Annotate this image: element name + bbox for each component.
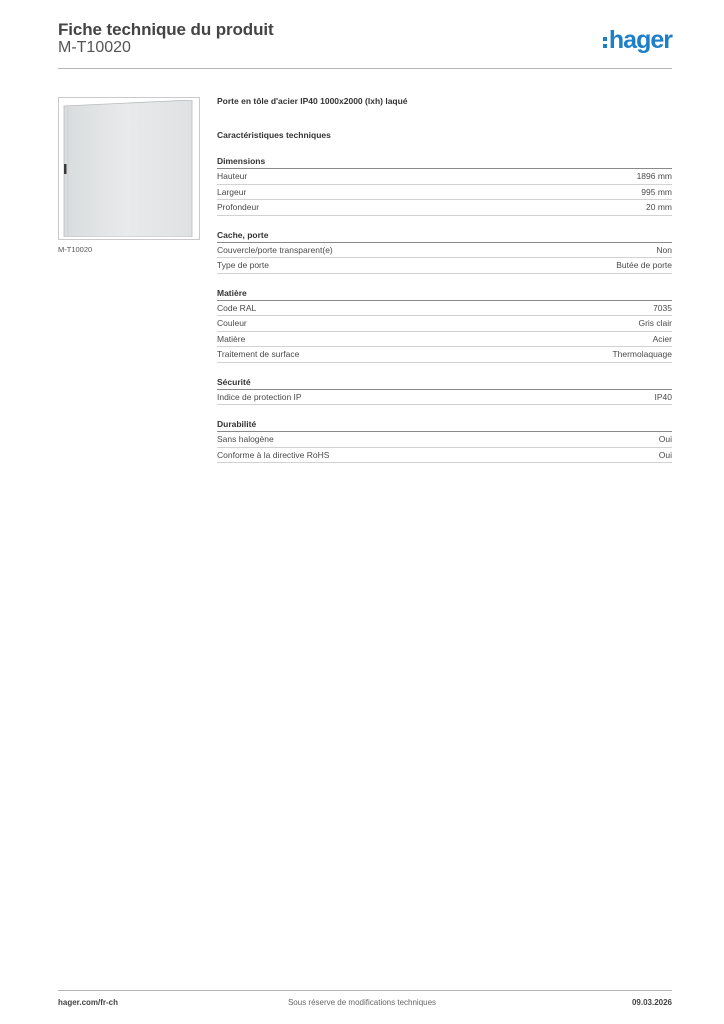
spec-value: Thermolaquage: [612, 349, 672, 359]
spec-label: Couvercle/porte transparent(e): [217, 244, 333, 255]
spec-label: Matière: [217, 333, 246, 344]
header-divider: [58, 68, 672, 69]
spec-sections: [217, 156, 672, 463]
logo-text: hager: [608, 26, 672, 54]
spec-value: 995 mm: [641, 186, 672, 197]
section-title: Matière: [217, 288, 672, 301]
image-caption: M-T10020: [58, 245, 93, 254]
page-title: Fiche technique du produit: [58, 20, 274, 39]
spec-row: [217, 347, 672, 363]
hager-logo: [603, 28, 672, 53]
logo-dots-icon: [603, 37, 607, 48]
spec-row: [217, 243, 672, 259]
spec-value: IP40: [654, 391, 672, 402]
spec-content: [217, 96, 672, 463]
spec-row: [217, 200, 672, 216]
spec-row: [217, 448, 672, 464]
product-image: [58, 97, 200, 240]
spec-label: Largeur: [217, 186, 247, 197]
tech-specs-heading: Caractéristiques techniques: [217, 130, 331, 140]
spec-label: Type de porte: [217, 260, 269, 270]
section-title: Cache, porte: [217, 230, 672, 243]
spec-value: 7035: [653, 302, 672, 313]
spec-label: Couleur: [217, 318, 247, 328]
spec-row: [217, 432, 672, 448]
spec-row: [217, 185, 672, 201]
spec-value: Non: [656, 244, 672, 255]
footer-website: hager.com/fr-ch: [58, 998, 119, 1007]
spec-row: [217, 169, 672, 185]
footer-notice: Sous réserve de modifications techniques: [287, 998, 437, 1007]
door-panel-icon: [62, 100, 194, 237]
spec-label: Conforme à la directive RoHS: [217, 449, 330, 460]
spec-label: Hauteur: [217, 171, 248, 181]
section-title: Dimensions: [217, 156, 672, 169]
spec-value: 20 mm: [646, 202, 672, 212]
product-description: Porte en tôle d'acier IP40 1000x2000 (lxh) laqué: [217, 96, 408, 106]
spec-label: Profondeur: [217, 202, 260, 212]
section-title: Sécurité: [217, 377, 672, 390]
footer-date: 09.03.2026: [631, 998, 672, 1007]
spec-value: Oui: [658, 434, 672, 444]
section-title: Durabilité: [217, 419, 672, 432]
spec-value: Oui: [658, 449, 672, 460]
spec-value: Butée de porte: [616, 260, 672, 270]
spec-label: Sans halogène: [217, 434, 274, 444]
footer-divider: [58, 990, 672, 991]
spec-row: [217, 301, 672, 317]
spec-value: 1896 mm: [636, 171, 672, 181]
product-reference: M-T10020: [58, 39, 131, 56]
spec-row: [217, 332, 672, 348]
spec-value: Gris clair: [638, 318, 672, 328]
spec-label: Indice de protection IP: [217, 391, 302, 402]
spec-value: Acier: [652, 333, 672, 344]
spec-label: Code RAL: [217, 302, 257, 313]
spec-label: Traitement de surface: [217, 349, 300, 359]
spec-row: [217, 258, 672, 274]
spec-row: [217, 390, 672, 406]
spec-row: [217, 316, 672, 332]
